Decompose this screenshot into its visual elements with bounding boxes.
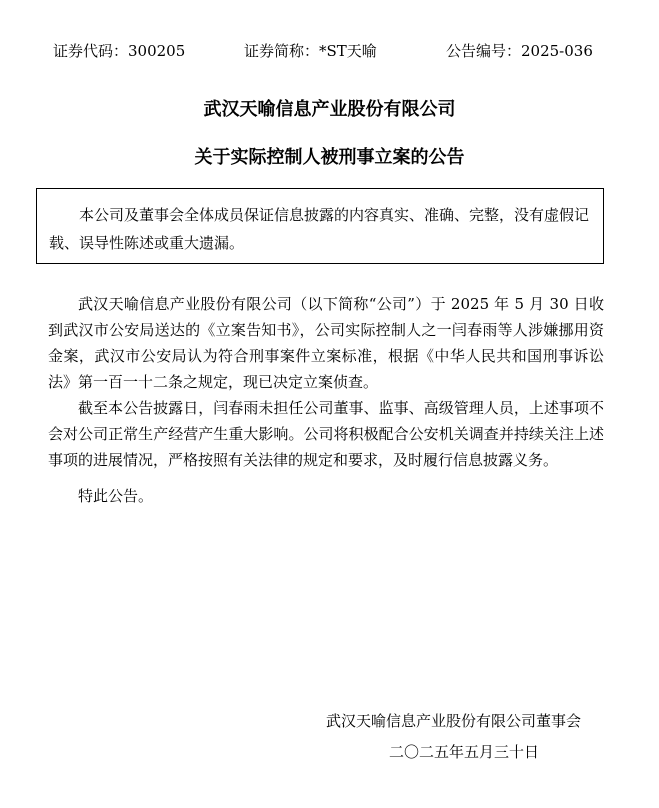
disclosure-notice-text: 本公司及董事会全体成员保证信息披露的内容真实、准确、完整，没有虚假记载、误导性陈述或重大遗漏。 bbox=[49, 206, 590, 252]
announcement-title: 关于实际控制人被刑事立案的公告 bbox=[194, 147, 465, 168]
stock-code: 证券代码：300205 bbox=[53, 42, 186, 60]
stock-abbreviation: 证券简称：*ST天喻 bbox=[244, 42, 377, 60]
body-paragraph-1: 武汉天喻信息产业股份有限公司（以下简称“公司”）于 2025 年 5 月 30 日收到武汉市公安局送达的《立案告知书》，公司实际控制人之一闫春雨等人涉嫌挪用资金案，武汉市公安局认为符合刑事案件立案标准，根据《中华人民共和国刑事诉讼法》第一百一十二条之规定，现已决定立案侦查。 bbox=[48, 295, 604, 391]
signature-date: 二〇二五年五月三十日 bbox=[389, 743, 540, 761]
announcement-body bbox=[48, 291, 604, 509]
company-title: 武汉天喻信息产业股份有限公司 bbox=[203, 99, 456, 120]
closing-statement: 特此公告。 bbox=[78, 487, 154, 505]
signature-company: 武汉天喻信息产业股份有限公司董事会 bbox=[326, 712, 582, 730]
body-paragraph-2: 截至本公告披露日，闫春雨未担任公司董事、监事、高级管理人员，上述事项不会对公司正常生产经营产生重大影响。公司将积极配合公安机关调查并持续关注上述事项的进展情况，严格按照有关法律的规定和要求，及时履行信息披露义务。 bbox=[48, 399, 604, 469]
document-header bbox=[0, 40, 659, 64]
disclosure-notice-box bbox=[36, 188, 604, 264]
announcement-number: 公告编号：2025-036 bbox=[446, 42, 593, 60]
